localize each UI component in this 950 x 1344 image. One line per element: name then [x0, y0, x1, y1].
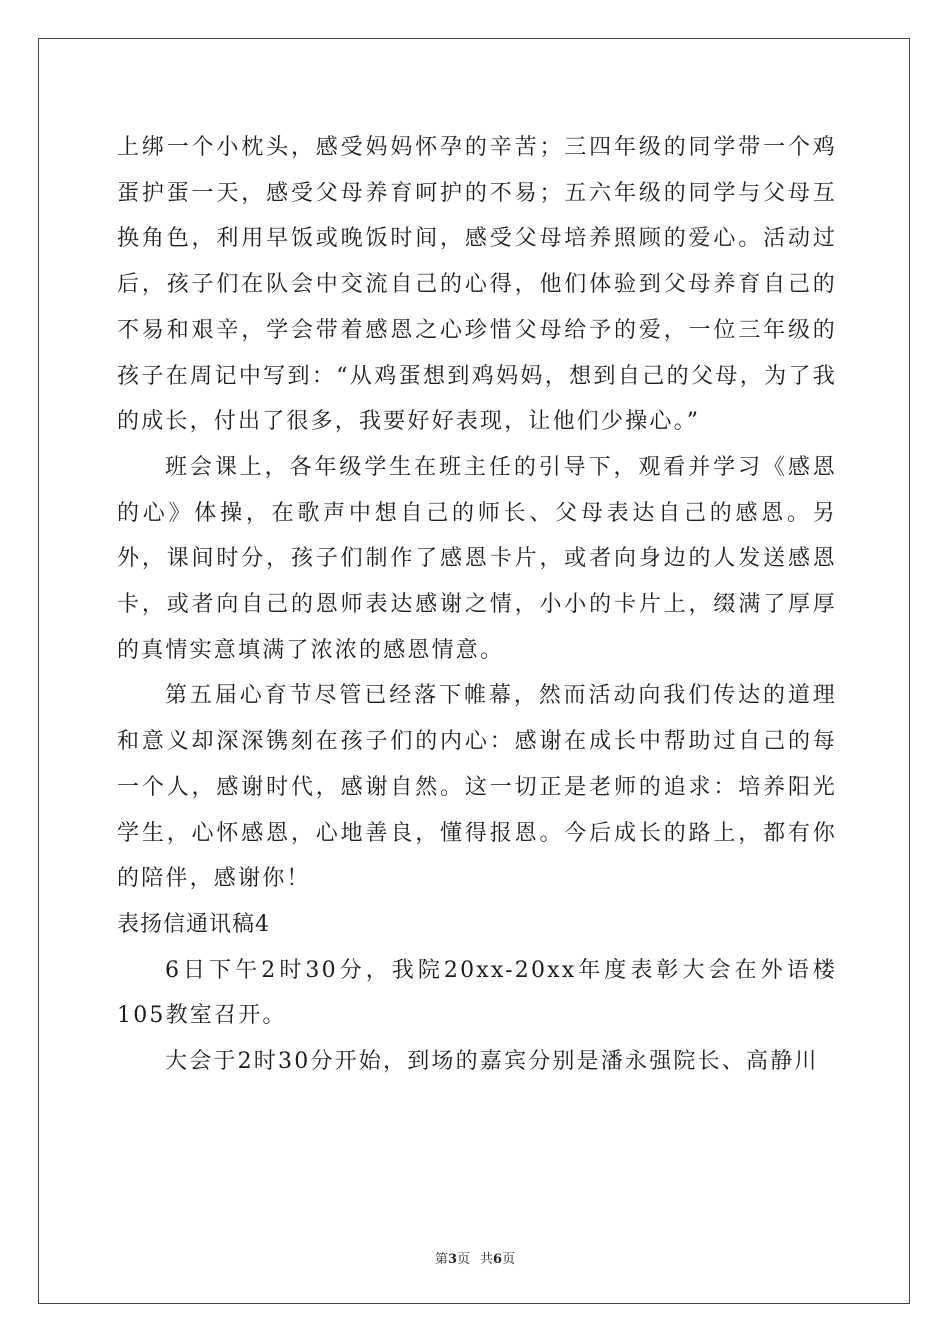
footer-total-suffix: 页 — [502, 1252, 516, 1267]
document-body — [117, 125, 837, 1085]
current-page-number: 3 — [447, 1252, 457, 1267]
total-pages-number: 6 — [493, 1252, 503, 1267]
paragraph-1: 上绑一个小枕头，感受妈妈怀孕的辛苦；三四年级的同学带一个鸡蛋护蛋一天，感受父母养育呵护的不易；五六年级的同学与父母互换角色，利用早饭或晚饭时间，感受父母培养照顾的爱心。活动过后，孩子们在队会中交流自己的心得，他们体验到父母养育自己的不易和艰辛，学会带着感恩之心珍惜父母给予的爱，一位三年级的孩子在周记中写到：“从鸡蛋想到鸡妈妈，想到自己的父母，为了我的成长，付出了很多，我要好好表现，让他们少操心。” — [117, 135, 837, 435]
paragraph-4: 6日下午2时30分，我院20xx-20xx年度表彰大会在外语楼105教室召开。 — [117, 957, 837, 1029]
page-footer — [0, 1248, 950, 1267]
paragraph-5: 大会于2时30分开始，到场的嘉宾分别是潘永强院长、高静川 — [165, 1049, 819, 1075]
paragraph-3: 第五届心育节尽管已经落下帷幕，然而活动向我们传达的道理和意义却深深镌刻在孩子们的内心：感谢在成长中帮助过自己的每一个人，感谢时代，感谢自然。这一切正是老师的追求：培养阳光学生，心怀感恩，心地善良，懂得报恩。今后成长的路上，都有你的陪伴，感谢你！ — [117, 683, 837, 892]
footer-prefix: 第 — [434, 1252, 448, 1267]
paragraph-2: 班会课上，各年级学生在班主任的引导下，观看并学习《感恩的心》体操，在歌声中想自己的师长、父母表达自己的感恩。另外，课间时分，孩子们制作了感恩卡片，或者向身边的人发送感恩卡，或者向自己的恩师表达感谢之情，小小的卡片上，缀满了厚厚的真情实意填满了浓浓的感恩情意。 — [117, 454, 837, 663]
section-heading: 表扬信通讯稿4 — [117, 911, 270, 937]
footer-page-suffix: 页 — [456, 1252, 470, 1267]
footer-total-prefix: 共 — [480, 1252, 494, 1267]
